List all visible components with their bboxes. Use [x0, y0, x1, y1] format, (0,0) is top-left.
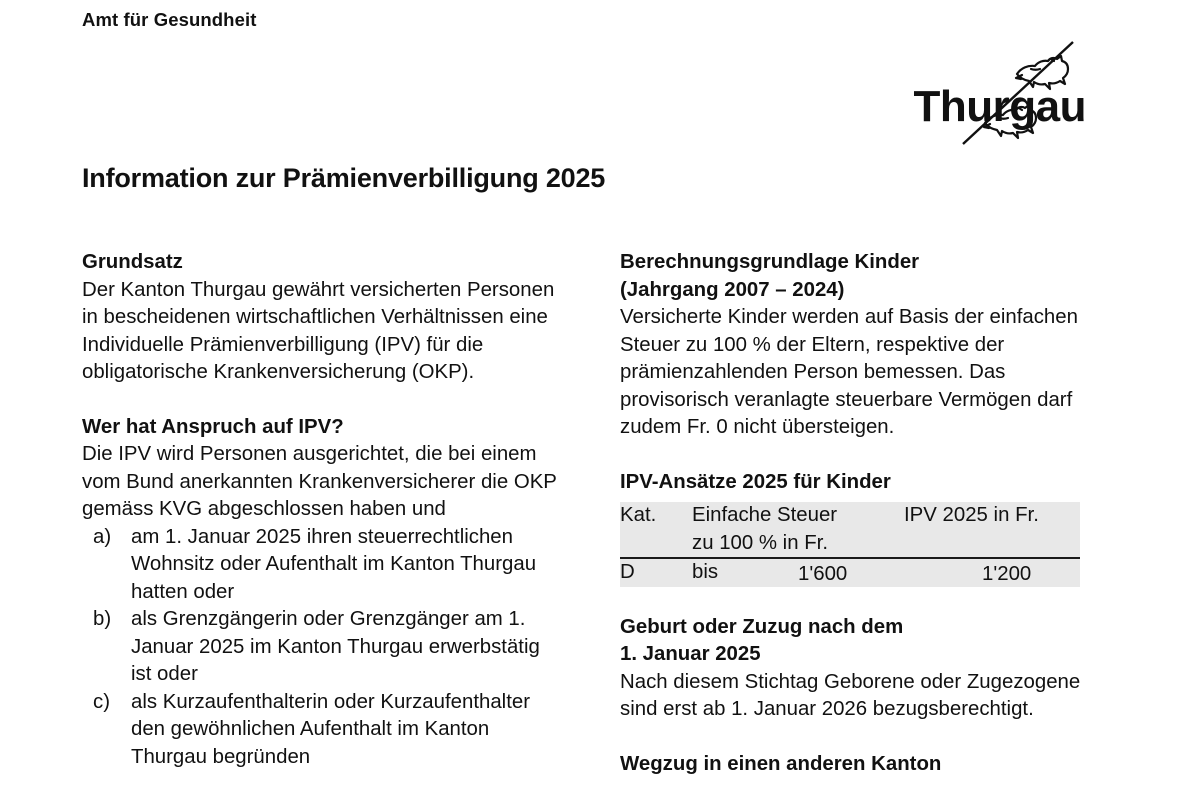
anspruch-conditions-list [82, 524, 562, 772]
table-header-steuer-line1: Einfache Steuer [692, 504, 838, 526]
spacer [620, 724, 1090, 751]
section-text-anspruch: Die IPV wird Personen ausgerichtet, die bei einem vom Bund anerkannten Krankenversicherer die OKP gemäss KVG abgeschlossen haben und [82, 443, 557, 520]
table-cell-kat: D [620, 558, 692, 587]
list-item-marker: b) [93, 608, 112, 630]
logo-wordmark: Thurgau [913, 82, 1086, 131]
section-text-berechnungsgrundlage: Versicherte Kinder werden auf Basis der einfachen Steuer zu 100 % der Eltern, respektive der prämienzahlenden Person bemessen. Das provisorisch veranlagte steuerbare Vermögen darf zudem Fr. 0 nicht übersteigen. [620, 306, 1078, 438]
spacer [620, 442, 1090, 469]
section-heading-grundsatz: Grundsatz [82, 251, 183, 273]
table-cell-ipv-value: 1'200 [982, 563, 1032, 585]
page-title: Information zur Prämienverbilligung 2025 [82, 163, 606, 193]
table-cell-steuer-value: 1'600 [798, 563, 848, 585]
table-header-row [620, 502, 1080, 558]
table-header-steuer [692, 502, 904, 558]
list-item-label: als Grenzgängerin oder Grenzgänger am 1. Januar 2025 im Kanton Thurgau erwerbstätig ist oder [131, 608, 540, 685]
left-column [82, 249, 562, 771]
table-title: IPV-Ansätze 2025 für Kinder [620, 470, 891, 493]
section-heading-geburt-line1: Geburt oder Zuzug nach dem [620, 615, 904, 638]
spacer [620, 587, 1090, 614]
list-item-marker: a) [93, 525, 112, 548]
list-item-marker: c) [93, 690, 110, 713]
table-cell-steuer-prefix: bis [692, 561, 719, 583]
ipv-rates-table [620, 502, 1080, 587]
section-heading-wegzug: Wegzug in einen anderen Kanton [620, 752, 942, 775]
spacer [82, 387, 562, 414]
list-item [82, 524, 562, 607]
table-cell-steuer [692, 558, 904, 587]
section-heading-geburt-line2: 1. Januar 2025 [620, 643, 761, 665]
list-item [82, 689, 562, 772]
section-heading-berechnungsgrundlage-line2: (Jahrgang 2007 – 2024) [620, 278, 845, 301]
section-text-geburt: Nach diesem Stichtag Geborene oder Zugezogene sind erst ab 1. Januar 2026 bezugsberechtigt. [620, 670, 1081, 720]
table-header-steuer-line2: zu 100 % in Fr. [692, 531, 829, 554]
table-cell-ipv [904, 558, 1080, 587]
list-item-label: am 1. Januar 2025 ihren steuerrechtlichen Wohnsitz oder Aufenthalt im Kanton Thurgau hatten oder [131, 525, 537, 603]
list-item [82, 606, 562, 689]
section-heading-berechnungsgrundlage-line1: Berechnungsgrundlage Kinder [620, 251, 920, 273]
section-text-grundsatz: Der Kanton Thurgau gewährt versicherten Personen in bescheidenen wirtschaftlichen Verhältnissen eine Individuelle Prämienverbilligung (IPV) für die obligatorische Krankenversicherung (OKP). [82, 278, 555, 383]
table-row [620, 558, 1080, 587]
section-heading-anspruch: Wer hat Anspruch auf IPV? [82, 415, 344, 438]
page-left-margin [0, 0, 14, 789]
table-header-kat: Kat. [620, 502, 692, 558]
right-column [620, 249, 1090, 778]
department-label: Amt für Gesundheit [82, 9, 257, 30]
table-header-ipv: IPV 2025 in Fr. [904, 502, 1080, 558]
list-item-label: als Kurzaufenthalterin oder Kurzaufenthalter den gewöhnlichen Aufenthalt im Kanton Thurgau begründen [131, 690, 530, 768]
